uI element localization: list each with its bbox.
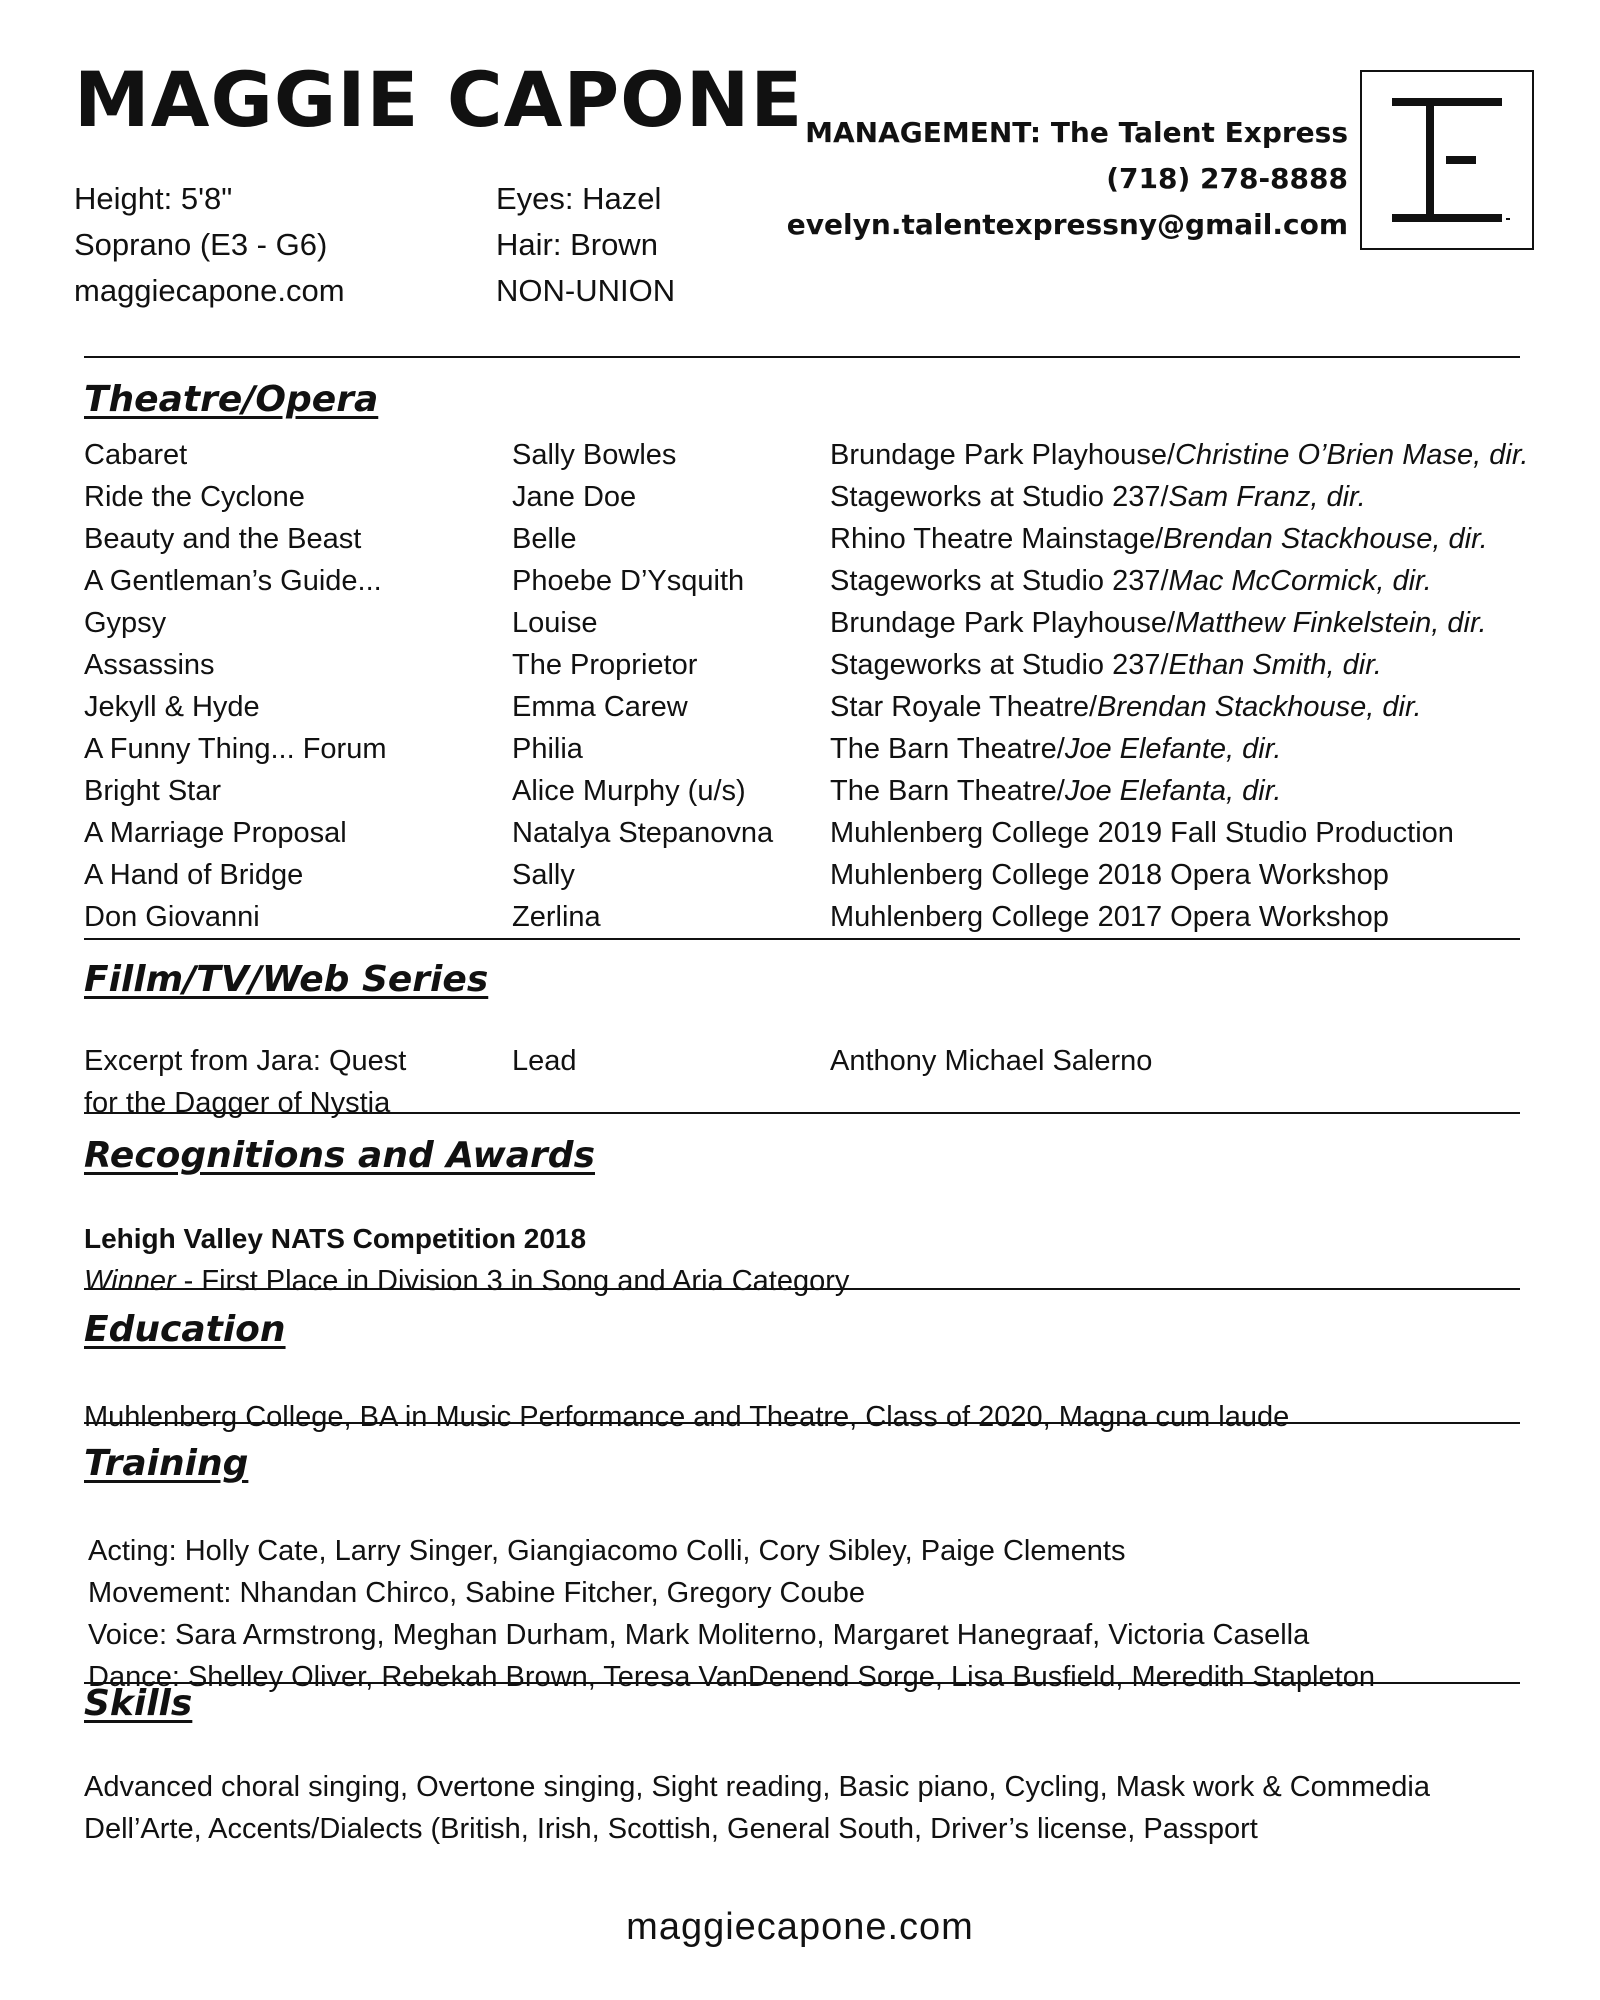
credit-show: Don Giovanni	[84, 901, 260, 933]
credit-director: Sam Franz, dir.	[1168, 481, 1366, 513]
management-email: evelyn.talentexpressny@gmail.com	[786, 208, 1348, 241]
credit-venue-director	[830, 518, 1488, 560]
section-title-education: Education	[84, 1309, 286, 1350]
section-title-film: Fillm/TV/Web Series	[84, 959, 489, 1000]
credit-director: Joe Elefante, dir.	[1064, 733, 1282, 765]
divider	[84, 356, 1520, 358]
website: maggiecapone.com	[74, 273, 345, 308]
credit-show: Assassins	[84, 649, 215, 681]
training-dance: Dance: Shelley Oliver, Rebekah Brown, Teresa VanDenend Sorge, Lisa Busfield, Meredith Stapleton	[88, 1661, 1375, 1693]
credit-venue-director	[830, 644, 1382, 686]
skills-text: Advanced choral singing, Overtone singing, Sight reading, Basic piano, Cycling, Mask work & Commedia Dell’Arte, Accents/Dialects (British, Irish, Scottish, General South, Driver’s license, Passport	[84, 1771, 1430, 1845]
performer-name: MAGGIE CAPONE	[74, 55, 804, 144]
credit-venue: Muhlenberg College 2018 Opera Workshop	[830, 859, 1389, 891]
credit-role: Philia	[512, 733, 583, 765]
credit-role: Sally Bowles	[512, 439, 677, 471]
credit-show: Cabaret	[84, 439, 188, 471]
stats-right	[496, 176, 675, 314]
stats-left	[74, 176, 345, 314]
credit-show: Jekyll & Hyde	[84, 691, 260, 723]
film-credit: Anthony Michael Salerno	[830, 1045, 1153, 1077]
talent-express-logo-icon	[1360, 70, 1534, 250]
credit-venue-director	[830, 896, 1389, 938]
training-movement: Movement: Nhandan Chirco, Sabine Fitcher, Gregory Coube	[88, 1577, 865, 1609]
credit-show: Beauty and the Beast	[84, 523, 362, 555]
credit-role: Louise	[512, 607, 598, 639]
training-voice: Voice: Sara Armstrong, Meghan Durham, Mark Moliterno, Margaret Hanegraaf, Victoria Casella	[88, 1619, 1310, 1651]
eyes: Eyes: Hazel	[496, 181, 662, 216]
management-phone: (718) 278-8888	[1106, 162, 1348, 195]
section-title-awards: Recognitions and Awards	[84, 1135, 595, 1176]
credit-show: Gypsy	[84, 607, 167, 639]
credit-director: Matthew Finkelstein, dir.	[1175, 607, 1487, 639]
credit-director: Ethan Smith, dir.	[1168, 649, 1382, 681]
divider	[84, 938, 1520, 940]
credit-venue-director	[830, 686, 1422, 728]
award-description	[84, 1260, 849, 1302]
credit-role: Emma Carew	[512, 691, 688, 723]
credit-show: A Funny Thing... Forum	[84, 733, 387, 765]
footer-website: maggiecapone.com	[626, 1906, 974, 1948]
award-name: Lehigh Valley NATS Competition 2018	[84, 1223, 587, 1254]
credit-venue-director	[830, 476, 1366, 518]
film-title: Excerpt from Jara: Quest for the Dagger of Nystia	[84, 1045, 407, 1119]
section-title-theatre: Theatre/Opera	[84, 379, 379, 420]
credit-role: Natalya Stepanovna	[512, 817, 774, 849]
management-block	[787, 110, 1348, 248]
credit-venue: Muhlenberg College 2019 Fall Studio Production	[830, 817, 1454, 849]
education-entry: Muhlenberg College, BA in Music Performance and Theatre, Class of 2020, Magna cum laude	[84, 1401, 1290, 1433]
management-name: MANAGEMENT: The Talent Express	[805, 116, 1348, 149]
credit-director: Christine O’Brien Mase, dir.	[1175, 439, 1529, 471]
credit-director: Brendan Stackhouse, dir.	[1163, 523, 1488, 555]
credit-venue-director	[830, 854, 1389, 896]
divider	[84, 1288, 1520, 1290]
credit-role: Sally	[512, 859, 575, 891]
credit-role: Belle	[512, 523, 577, 555]
credit-role: Jane Doe	[512, 481, 637, 513]
credit-venue: Brundage Park Playhouse/	[830, 607, 1175, 639]
union-status: NON-UNION	[496, 273, 676, 308]
training-acting: Acting: Holly Cate, Larry Singer, Giangiacomo Colli, Cory Sibley, Paige Clements	[88, 1535, 1126, 1567]
credit-show: Ride the Cyclone	[84, 481, 305, 513]
credit-venue-director	[830, 770, 1281, 812]
credit-venue: Stageworks at Studio 237/	[830, 649, 1169, 681]
credit-venue-director	[830, 602, 1487, 644]
credit-director: Joe Elefanta, dir.	[1064, 775, 1282, 807]
award-result: Winner	[84, 1265, 176, 1297]
credit-show: A Hand of Bridge	[84, 859, 304, 891]
hair: Hair: Brown	[496, 227, 658, 262]
divider	[84, 1112, 1520, 1114]
voice-range: Soprano (E3 - G6)	[74, 227, 328, 262]
credit-venue: Muhlenberg College 2017 Opera Workshop	[830, 901, 1389, 933]
credit-show: A Marriage Proposal	[84, 817, 347, 849]
credit-venue-director	[830, 560, 1432, 602]
credit-venue: Brundage Park Playhouse/	[830, 439, 1175, 471]
award-detail: - First Place in Division 3 in Song and Aria Category	[175, 1265, 850, 1297]
divider	[84, 1682, 1520, 1684]
credit-venue: The Barn Theatre/	[830, 733, 1065, 765]
credit-venue-director	[830, 728, 1281, 770]
credit-venue-director	[830, 812, 1454, 854]
credit-director: Mac McCormick, dir.	[1168, 565, 1432, 597]
credit-show: A Gentleman’s Guide...	[84, 565, 382, 597]
credit-role: Zerlina	[512, 901, 601, 933]
film-role: Lead	[512, 1045, 577, 1077]
divider	[84, 1422, 1520, 1424]
credit-director: Brendan Stackhouse, dir.	[1097, 691, 1422, 723]
credit-venue: Stageworks at Studio 237/	[830, 481, 1169, 513]
training-list	[88, 1530, 1375, 1698]
credit-venue: Rhino Theatre Mainstage/	[830, 523, 1164, 555]
credit-venue: The Barn Theatre/	[830, 775, 1065, 807]
section-title-training: Training	[84, 1443, 249, 1484]
height: Height: 5'8"	[74, 181, 233, 216]
credit-role: The Proprietor	[512, 649, 698, 681]
credit-role: Phoebe D’Ysquith	[512, 565, 745, 597]
credit-venue: Stageworks at Studio 237/	[830, 565, 1169, 597]
credit-venue-director	[830, 434, 1528, 476]
section-title-skills: Skills	[84, 1683, 193, 1724]
credit-role: Alice Murphy (u/s)	[512, 775, 746, 807]
credit-show: Bright Star	[84, 775, 221, 807]
credit-venue: Star Royale Theatre/	[830, 691, 1098, 723]
